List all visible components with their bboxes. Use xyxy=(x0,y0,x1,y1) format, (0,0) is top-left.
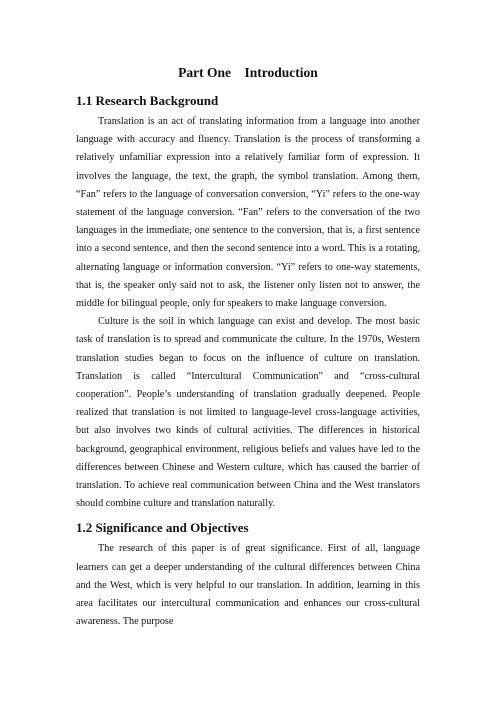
page-content xyxy=(76,64,420,631)
section-heading-significance-objectives: 1.2 Significance and Objectives xyxy=(76,520,249,536)
paragraph-translation-definition: Translation is an act of translating information from a language into another language with accuracy and fluency. Translation is the process of transforming a relatively unfamiliar expression into a relatively familiar form of expression. It involves the language, the text, the graph, the symbol translation. Among them, “Fan” refers to the language of conversation conversion, “Yi” refers to the one-way statement of the language conversion. “Fan” refers to the conversation of the two languages in the immediate, one sentence to the conversion, that is, a first sentence into a second sentence, and then the second sentence into a word. This is a rotating, alternating language or information conversion. “Yi” refers to one-way statements, that is, the speaker only said not to ask, the listener only listen not to answer, the middle for bilingual people, only for speakers to make language conversion. xyxy=(76,116,420,310)
paragraph-significance: The research of this paper is of great significance. First of all, language learners can get a deeper understanding of the cultural differences between China and the West, which is very helpful to our translation. In addition, learning in this area facilitates our intercultural communication and enhances our cross-cultural awareness. The purpose xyxy=(76,543,420,628)
paragraph-culture-and-translation: Culture is the soil in which language can exist and develop. The most basic task of translation is to spread and communicate the culture. In the 1970s, Western translation studies began to focus on the influence of culture on translation. Translation is called “Intercultural Communication” and “cross-cultural cooperation”. People’s understanding of translation gradually deepened. People realized that translation is not limited to language-level cross-language activities, but also involves two kinds of cultural activities. The differences in historical background, geographical environment, religious beliefs and values have led to the differences between Chinese and Western culture, which has caused the barrier of translation. To achieve real communication between China and the West translators should combine culture and translation naturally. xyxy=(76,316,420,510)
section-heading-research-background: 1.1 Research Background xyxy=(76,93,219,108)
part-title: Part One Introduction xyxy=(178,65,318,80)
